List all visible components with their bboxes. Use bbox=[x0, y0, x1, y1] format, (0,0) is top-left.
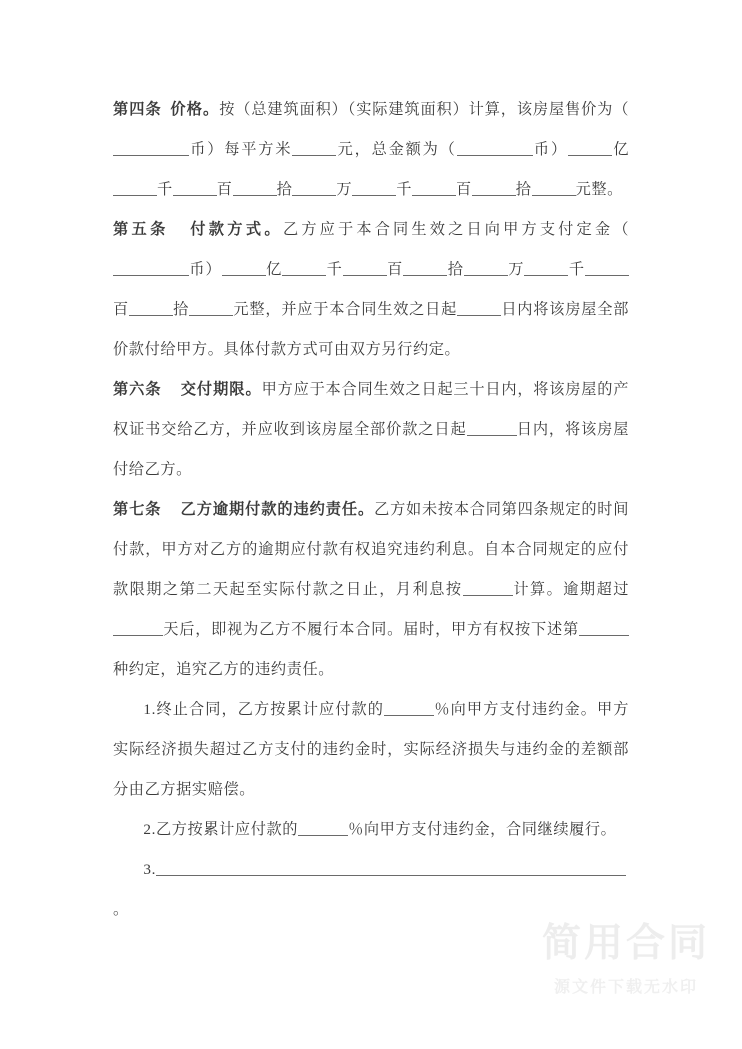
clause-text: 币）每平方米 bbox=[189, 141, 293, 158]
watermark bbox=[542, 923, 710, 997]
clause-text: 种约定，追究乙方的违约责任。 bbox=[113, 661, 335, 678]
fill-in-blank[interactable] bbox=[113, 260, 189, 276]
document-body bbox=[113, 90, 629, 930]
sub-item-list bbox=[113, 690, 629, 930]
clause-7-title: 乙方逾期付款的违约责任。 bbox=[180, 501, 375, 518]
clause-text: 日内，将该房屋付给乙方。 bbox=[113, 421, 629, 478]
clause-text: 千 bbox=[396, 181, 412, 198]
clause-7-number: 第七条 bbox=[113, 501, 162, 518]
clause-text: ％向甲方支付违约金，合同继续履行。 bbox=[348, 821, 617, 838]
fill-in-blank[interactable] bbox=[403, 260, 447, 276]
fill-in-blank[interactable] bbox=[113, 180, 157, 196]
clause-text: 亿 bbox=[611, 141, 630, 158]
clause-text: 亿 bbox=[265, 261, 283, 278]
clause-text: 元整，并应于本合同生效之日起 bbox=[233, 301, 458, 318]
clause-text: 乙方应于本合同生效之日向甲方支付定金（ bbox=[282, 221, 630, 238]
fill-in-blank[interactable] bbox=[292, 180, 336, 196]
fill-in-blank[interactable] bbox=[457, 140, 533, 156]
clause-text: 日内将该房屋全部价款付给甲方。具体付款方式可由双方另行约定。 bbox=[113, 301, 629, 358]
clause-4 bbox=[113, 90, 629, 210]
fill-in-blank[interactable] bbox=[113, 620, 163, 636]
fill-in-blank[interactable] bbox=[579, 620, 629, 636]
clause-text: 万 bbox=[336, 181, 353, 198]
fill-in-blank[interactable] bbox=[472, 180, 516, 196]
clause-6 bbox=[113, 370, 629, 490]
clause-6-number: 第六条 bbox=[113, 381, 162, 398]
clause-text: 元整。 bbox=[575, 181, 623, 198]
fill-in-blank[interactable] bbox=[457, 300, 501, 316]
clause-text: 按（总建筑面积）（实际建筑面积）计算，该房屋售价为（ bbox=[219, 101, 630, 118]
clause-text: 3. bbox=[143, 861, 156, 878]
fill-in-blank[interactable] bbox=[222, 260, 266, 276]
watermark-sub-text: 源文件下载无水印 bbox=[553, 977, 698, 996]
clause-4-title: 价格。 bbox=[170, 101, 220, 118]
clause-text: 千 bbox=[157, 181, 173, 198]
clause-text: 1.终止合同，乙方按累计应付款的 bbox=[143, 701, 384, 718]
clause-text: 百 bbox=[455, 181, 472, 198]
clause-text: 拾 bbox=[172, 301, 190, 318]
watermark-main-text: 简用合同 bbox=[541, 921, 710, 967]
fill-in-blank[interactable] bbox=[343, 260, 387, 276]
fill-in-blank[interactable] bbox=[156, 860, 626, 876]
fill-in-blank[interactable] bbox=[532, 180, 576, 196]
clause-text: 甲方应于本合同生效之日起三十日内，将该房屋的产权证书交给乙方，并应收到该房屋全部价款之日起 bbox=[113, 381, 629, 438]
clause-text: 千 bbox=[326, 261, 343, 278]
fill-in-blank[interactable] bbox=[467, 420, 517, 436]
clause-text: 乙方如未按本合同第四条规定的时间付款，甲方对乙方的逾期应付款有权追究违约利息。自本合同规定的应付款限期之第二天起至实际付款之日止，月利息按 bbox=[113, 501, 629, 598]
fill-in-blank[interactable] bbox=[189, 300, 233, 316]
clause-5-number: 第五条 bbox=[113, 221, 169, 238]
clause-4-number: 第四条 bbox=[113, 101, 162, 118]
clause-text: 万 bbox=[507, 261, 525, 278]
clause-list bbox=[113, 90, 629, 690]
fill-in-blank[interactable] bbox=[464, 260, 508, 276]
clause-text: 。 bbox=[113, 901, 129, 918]
fill-in-blank[interactable] bbox=[292, 140, 336, 156]
fill-in-blank[interactable] bbox=[113, 140, 189, 156]
clause-text: ％向甲方支付违约金。甲方实际经济损失超过乙方支付的违约金时，实际经济损失与违约金的差额部分由乙方据实赔偿。 bbox=[113, 701, 629, 798]
clause-text: 百 bbox=[113, 301, 129, 318]
clause-5-title: 付款方式。 bbox=[187, 221, 283, 238]
clause-7 bbox=[113, 490, 629, 690]
clause-6-title: 交付期限。 bbox=[180, 381, 262, 398]
clause-5 bbox=[113, 210, 629, 370]
fill-in-blank[interactable] bbox=[282, 260, 326, 276]
sub-item-3 bbox=[113, 850, 629, 930]
sub-item-1 bbox=[113, 690, 629, 810]
clause-text: 元，总金额为（ bbox=[336, 141, 457, 158]
fill-in-blank[interactable] bbox=[463, 580, 513, 596]
fill-in-blank[interactable] bbox=[352, 180, 396, 196]
fill-in-blank[interactable] bbox=[298, 820, 348, 836]
fill-in-blank[interactable] bbox=[524, 260, 568, 276]
fill-in-blank[interactable] bbox=[568, 140, 612, 156]
fill-in-blank[interactable] bbox=[585, 260, 629, 276]
clause-text: 拾 bbox=[515, 181, 532, 198]
fill-in-blank[interactable] bbox=[384, 700, 434, 716]
clause-text: 计算。逾期超过 bbox=[512, 581, 629, 598]
sub-item-2 bbox=[113, 810, 629, 850]
clause-text: 千 bbox=[568, 261, 585, 278]
clause-text: 拾 bbox=[447, 261, 464, 278]
fill-in-blank[interactable] bbox=[233, 180, 277, 196]
clause-text: 天后，即视为乙方不履行本合同。届时，甲方有权按下述第 bbox=[163, 621, 579, 638]
fill-in-blank[interactable] bbox=[173, 180, 217, 196]
clause-text: 币） bbox=[189, 261, 222, 278]
fill-in-blank[interactable] bbox=[412, 180, 456, 196]
clause-text: 币） bbox=[532, 141, 568, 158]
clause-text: 拾 bbox=[276, 181, 293, 198]
clause-text: 百 bbox=[216, 181, 233, 198]
fill-in-blank[interactable] bbox=[129, 300, 173, 316]
clause-text: 2.乙方按累计应付款的 bbox=[143, 821, 299, 838]
clause-text: 百 bbox=[386, 261, 404, 278]
